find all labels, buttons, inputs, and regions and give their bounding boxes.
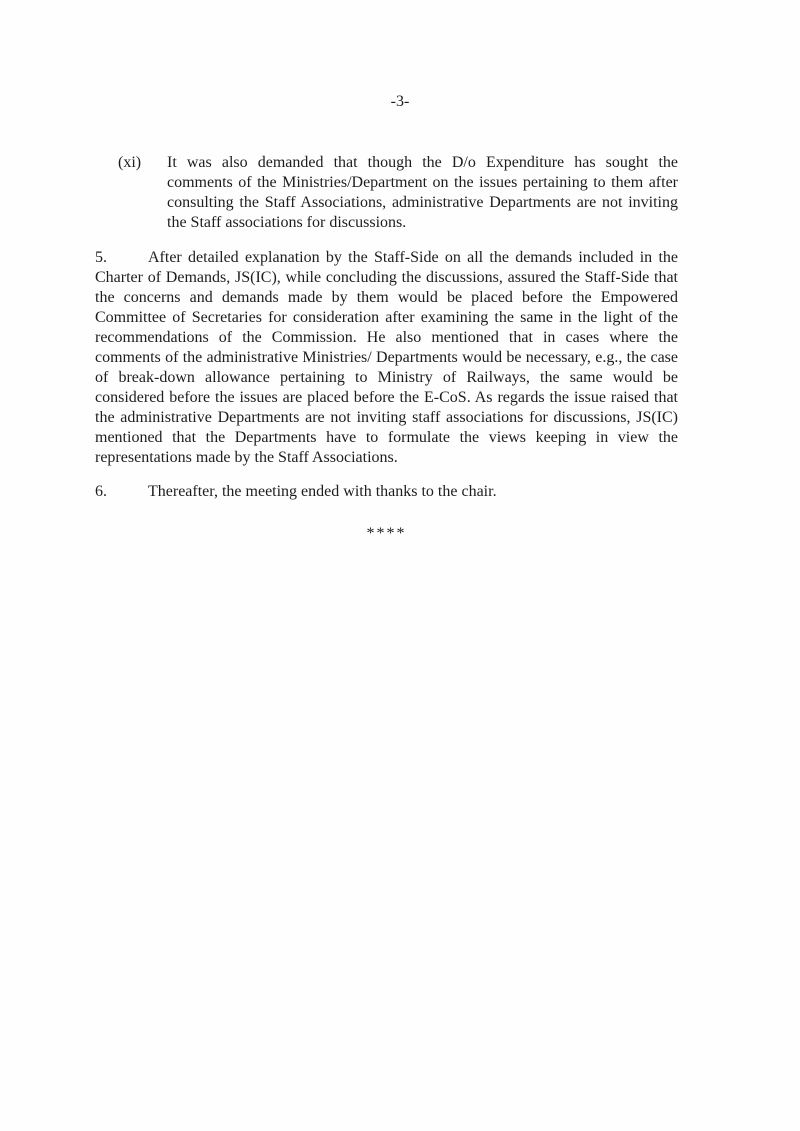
paragraph-number: 6. xyxy=(95,483,107,500)
list-item-label: (xi) xyxy=(118,154,142,171)
paragraph-text: After detailed explanation by the Staff-Side on all the demands included in the Charter of Demands, JS(IC), while concluding the discussions, assured the Staff-Side that the concerns and demands made by them would be placed before the Empowered Committee of Secretaries for consideration after examining the same in the light of the recommendations of the Commission. He also mentioned that in cases where the comments of the administrative Ministries/ Departments would be necessary, e.g., the case of break-down allowance pertaining to Ministry of Railways, the same would be considered before the issues are placed before the E-CoS. As regards the issue raised that the administrative Departments are not inviting staff associations for discussions, JS(IC) mentioned that the Departments have to formulate the views keeping in view the representations made by the Staff Associations. xyxy=(95,249,678,466)
paragraph-number: 5. xyxy=(95,249,107,266)
list-item-xi xyxy=(118,153,678,233)
document-body xyxy=(95,153,678,544)
paragraph-text: Thereafter, the meeting ended with thanks to the chair. xyxy=(148,483,497,500)
end-of-document-mark: **** xyxy=(366,525,407,542)
page-number: -3- xyxy=(390,93,410,110)
paragraph-6 xyxy=(95,482,678,502)
paragraph-5 xyxy=(95,248,678,468)
list-item-text: It was also demanded that though the D/o Expenditure has sought the comments of the Ministries/Department on the issues pertaining to them after consulting the Staff Associations, administrative Departments are not inviting the Staff associations for discussions. xyxy=(167,154,678,231)
